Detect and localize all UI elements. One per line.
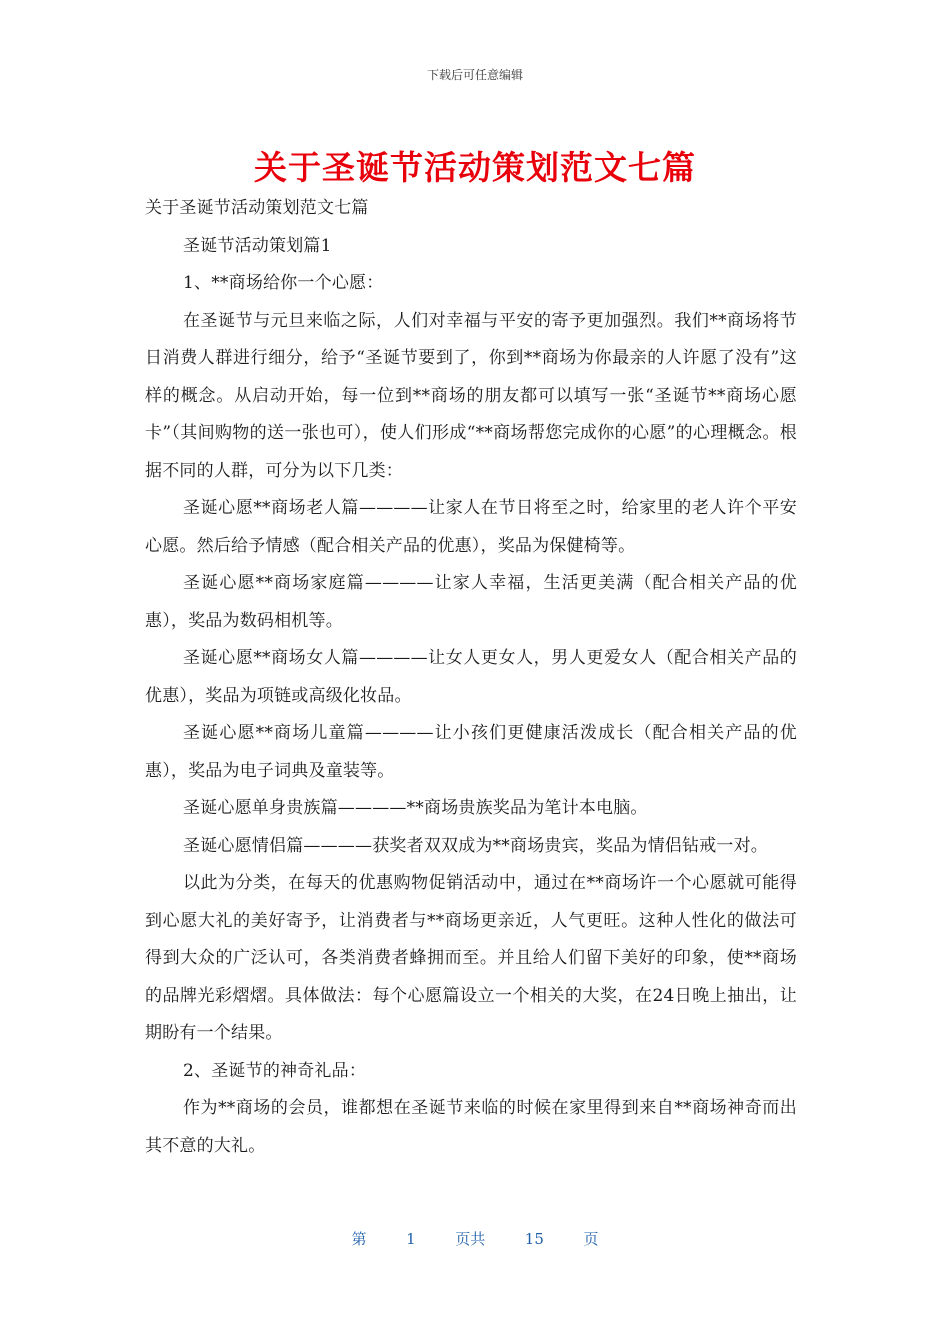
item-heading-2: 2、圣诞节的神奇礼品： — [183, 1060, 367, 1081]
section-heading: 圣诞节活动策划篇1 — [183, 235, 332, 256]
footer-page-label: 第 — [351, 1230, 367, 1248]
paragraph: 圣诞心愿**商场老人篇————让家人在节日将至之时，给家里的老人许个平安心愿。然后给予情感（配合相关产品的优惠），奖品为保健椅等。 — [145, 498, 797, 556]
paragraph: 圣诞心愿**商场女人篇————让女人更女人，男人更爱女人（配合相关产品的优惠），奖品为项链或高级化妆品。 — [145, 648, 797, 706]
footer-page-mid: 页共 — [455, 1230, 486, 1248]
paragraph: 在圣诞节与元旦来临之际，人们对幸福与平安的寄予更加强烈。我们**商场将节日消费人群进行细分，给予“圣诞节要到了，你到**商场为你最亲的人许愿了没有”这样的概念。从启动开始，每一位到**商场的朋友都可以填写一张“圣诞节**商场心愿卡”（其间购物的送一张也可），使人们形成“**商场帮您完成你的心愿”的心理概念。根据不同的人群，可分为以下几类： — [145, 310, 797, 481]
footer-total-pages: 15 — [524, 1230, 544, 1248]
footer-page-number: 1 — [406, 1230, 416, 1248]
footer-page-end: 页 — [583, 1230, 599, 1248]
paragraph: 圣诞心愿情侣篇————获奖者双双成为**商场贵宾，奖品为情侣钻戒一对。 — [183, 835, 768, 856]
paragraph-intro: 关于圣诞节活动策划范文七篇 — [145, 198, 369, 218]
paragraph: 圣诞心愿**商场儿童篇————让小孩们更健康活泼成长（配合相关产品的优惠），奖品为电子词典及童装等。 — [145, 723, 797, 781]
page-footer — [0, 1228, 950, 1249]
item-heading-1: 1、**商场给你一个心愿： — [183, 273, 384, 293]
header-note: 下载后可任意编辑 — [426, 68, 523, 82]
paragraph: 作为**商场的会员，谁都想在圣诞节来临的时候在家里得到来自**商场神奇而出其不意的大礼。 — [145, 1098, 797, 1156]
paragraph: 圣诞心愿单身贵族篇————**商场贵族奖品为笔计本电脑。 — [183, 798, 648, 818]
document-body — [145, 190, 797, 1165]
paragraph: 圣诞心愿**商场家庭篇————让家人幸福，生活更美满（配合相关产品的优惠），奖品为数码相机等。 — [145, 573, 797, 631]
document-title: 关于圣诞节活动策划范文七篇 — [254, 148, 696, 187]
paragraph: 以此为分类，在每天的优惠购物促销活动中，通过在**商场许一个心愿就可能得到心愿大礼的美好寄予，让消费者与**商场更亲近，人气更旺。这种人性化的做法可得到大众的广泛认可，各类消费者蜂拥而至。并且给人们留下美好的印象，使**商场的品牌光彩熠熠。具体做法：每个心愿篇设立一个相关的大奖，在24日晚上抽出，让期盼有一个结果。 — [145, 873, 797, 1043]
